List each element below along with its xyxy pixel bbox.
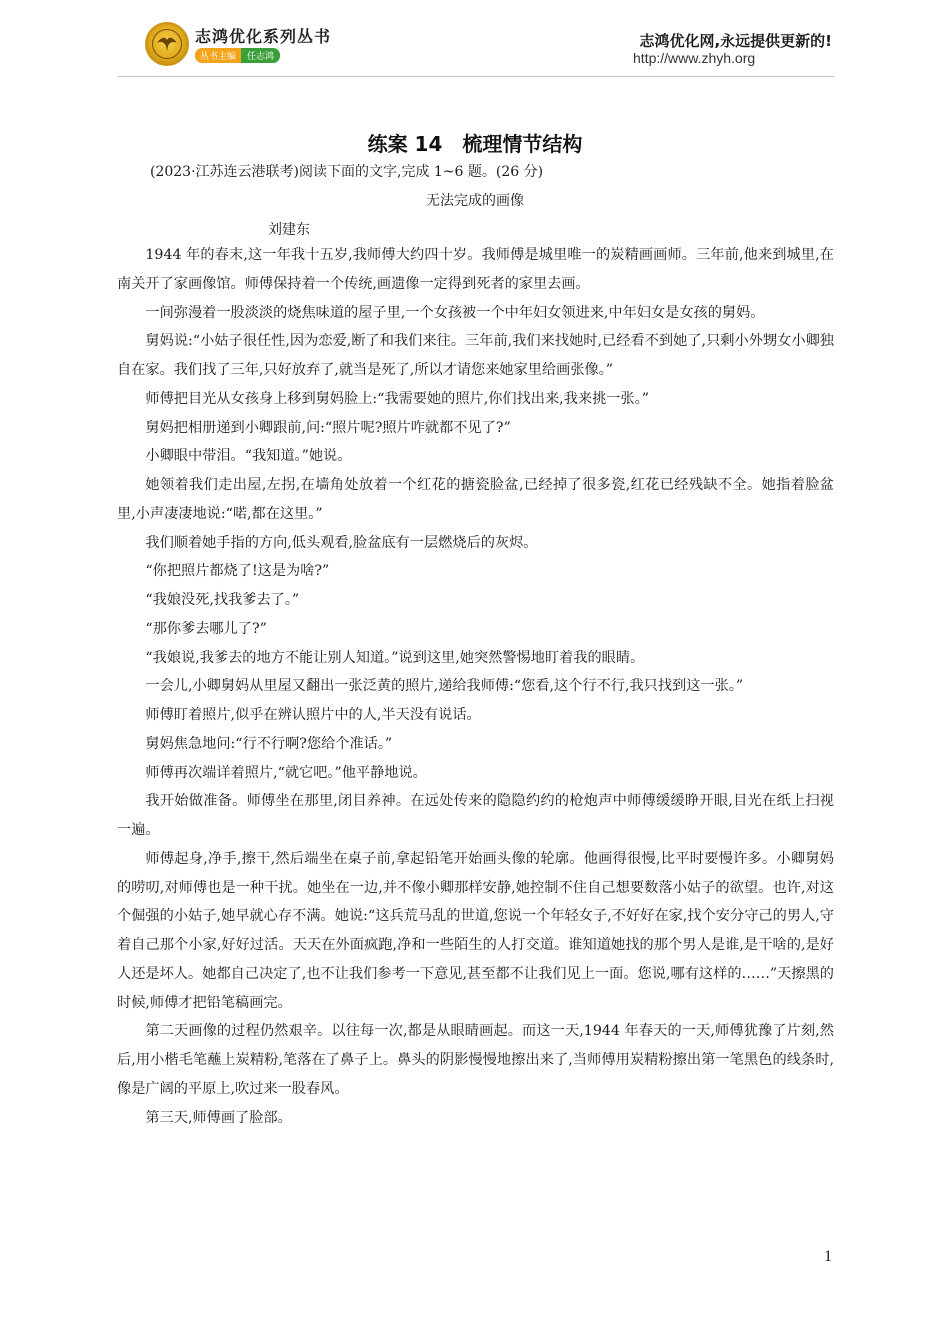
header-slogan: 志鸿优化网,永远提供更新的!: [639, 32, 832, 50]
paragraph: “我娘说,我爹去的地方不能让别人知道。”说到这里,她突然警惕地盯着我的眼睛。: [145, 649, 645, 666]
header-divider: [118, 76, 834, 77]
eagle-seal-icon: [145, 22, 189, 66]
paragraph: 1944 年的春末,这一年我十五岁,我师傅大约四十岁。我师傅是城里唯一的炭精画画师。三年前,他来到城里,在南关开了家画像馆。师傅保持着一个传统,画遗像一定得到死者的家里去画。: [117, 247, 834, 292]
paragraph: 舅妈焦急地问:“行不行啊?您给个准话。”: [145, 735, 393, 752]
paragraph: 一会儿,小卿舅妈从里屋又翻出一张泛黄的照片,递给我师傅:“您看,这个行不行,我只找到这一张。”: [145, 678, 744, 695]
story-author: 刘建东: [268, 222, 310, 238]
paragraph: 一间弥漫着一股淡淡的烧焦味道的屋子里,一个女孩被一个中年妇女领进来,中年妇女是女孩的舅妈。: [145, 304, 765, 321]
paragraph: “那你爹去哪儿了?”: [145, 620, 267, 637]
paragraph: 小卿眼中带泪。“我知道。”她说。: [145, 448, 352, 465]
paragraph: 第三天,师傅画了脸部。: [145, 1109, 292, 1126]
page-header: [0, 0, 950, 80]
paragraph: “你把照片都烧了!这是为啥?”: [145, 563, 330, 580]
paragraph: 舅妈把相册递到小卿跟前,问:“照片呢?照片咋就都不见了?”: [145, 419, 511, 436]
editor-name: 任志鸿: [241, 48, 280, 63]
paragraph: 舅妈说:“小姑子很任性,因为恋爱,断了和我们来往。三年前,我们来找她时,已经看不到她了,只剩小外甥女小卿独自在家。我们找了三年,只好放弃了,就当是死了,所以才请您来她家里给画张像。”: [117, 333, 834, 378]
site-url-link[interactable]: http://www.zhyh.org: [633, 50, 756, 66]
paragraph: 我开始做准备。师傅坐在那里,闭目养神。在远处传来的隐隐约约的枪炮声中师傅缓缓睁开眼,目光在纸上扫视一遍。: [117, 793, 834, 838]
series-title: 志鸿优化系列丛书: [195, 27, 332, 46]
paragraph: 我们顺着她手指的方向,低头观看,脸盆底有一层燃烧后的灰烬。: [145, 534, 538, 551]
exercise-title: 练案 14 梳理情节结构: [367, 132, 583, 156]
paragraph: 师傅起身,净手,擦干,然后端坐在桌子前,拿起铅笔开始画头像的轮廓。他画得很慢,比平时要慢许多。小卿舅妈的唠叨,对师傅也是一种干扰。她坐在一边,并不像小卿那样安静,她控制不住自己想要数落小姑子的欲望。也许,对这个倔强的小姑子,她早就心存不满。她说:“这兵荒马乱的世道,您说一个年轻女子,不好好在家,找个安分守己的男人,守着自己那个小家,好好过活。天天在外面疯跑,净和一些陌生的人打交道。谁知道她找的那个男人是谁,是干啥的,是好人还是坏人。她都自己决定了,也不让我们参考一下意见,甚至都不让我们见上一面。您说,哪有这样的……”天擦黑的时候,师傅才把铅笔稿画完。: [117, 850, 834, 1011]
paragraph: 师傅盯着照片,似乎在辨认照片中的人,半天没有说话。: [145, 707, 481, 723]
page-number: 1: [824, 1248, 832, 1265]
exercise-prompt: (2023·江苏连云港联考)阅读下面的文字,完成 1~6 题。(26 分): [150, 164, 544, 180]
paragraph: 她领着我们走出屋,左拐,在墙角处放着一个红花的搪瓷脸盆,已经掉了很多瓷,红花已经残缺不全。她指着脸盆里,小声凄凄地说:“喏,都在这里。”: [117, 477, 834, 522]
editor-badge: [195, 48, 280, 62]
paragraph: 第二天画像的过程仍然艰辛。以往每一次,都是从眼睛画起。而这一天,1944 年春天的一天,师傅犹豫了片刻,然后,用小楷毛笔蘸上炭精粉,笔落在了鼻子上。鼻头的阴影慢慢地擦出来了,当师傅用炭精粉擦出第一笔黑色的线条时,像是广阔的平原上,吹过来一股春风。: [117, 1023, 834, 1097]
paragraph: 师傅把目光从女孩身上移到舅妈脸上:“我需要她的照片,你们找出来,我来挑一张。”: [145, 390, 649, 407]
story-title: 无法完成的画像: [426, 193, 524, 209]
paragraph: 师傅再次端详着照片,“就它吧。”他平静地说。: [145, 764, 427, 781]
paragraph: “我娘没死,找我爹去了。”: [145, 592, 300, 608]
story-body: [117, 241, 834, 1132]
editor-label: 丛书主编: [195, 48, 241, 63]
eagle-silhouette-icon: [156, 34, 178, 52]
